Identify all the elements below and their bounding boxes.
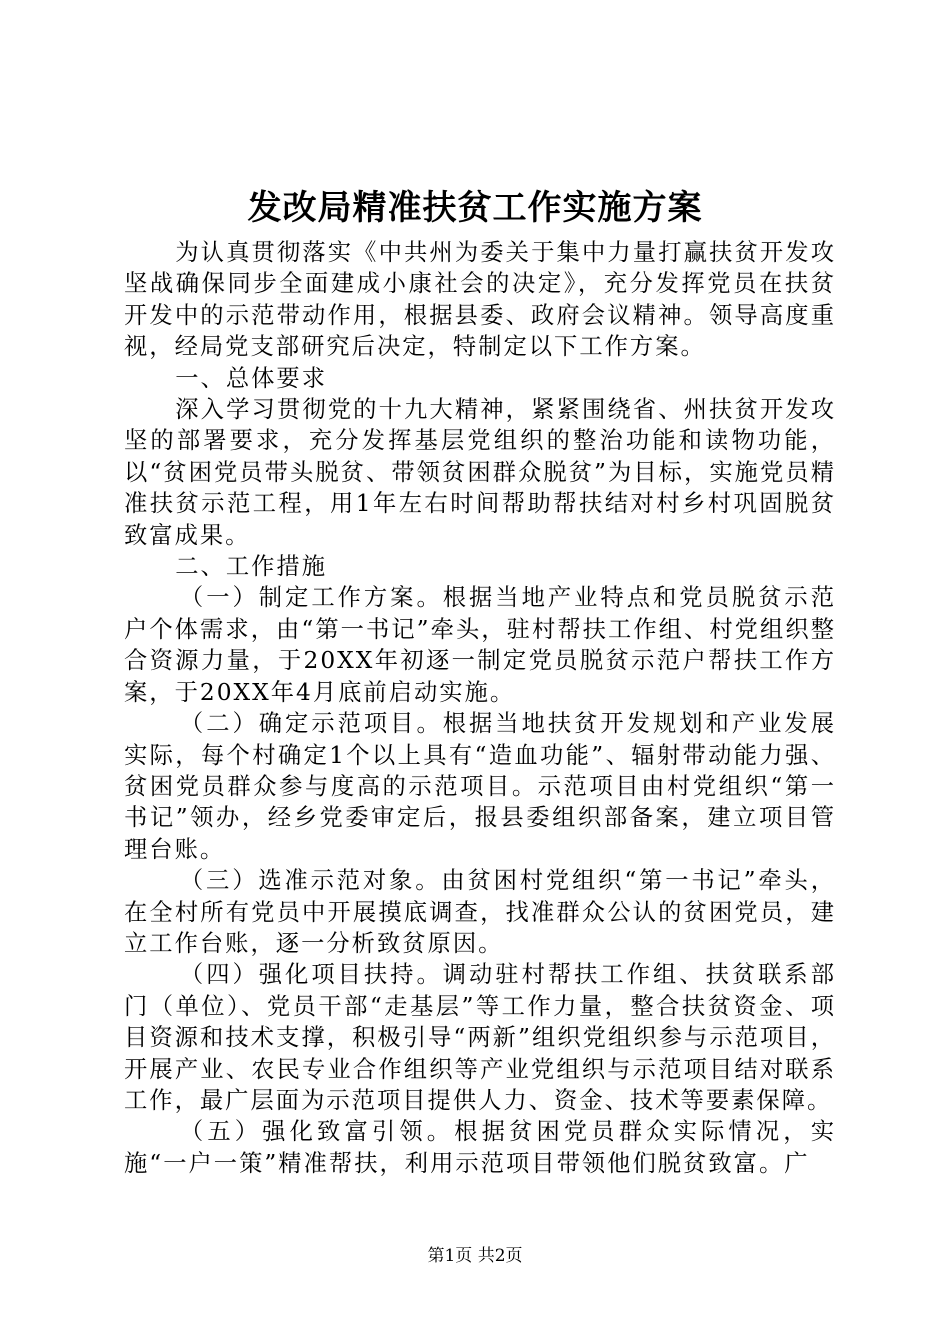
measure-item-3: （三）选准示范对象。由贫困村党组织“第一书记”牵头，在全村所有党员中开展摸底调查，找准群众公认的贫困党员，建立工作台账，逐一分析致贫原因。	[124, 867, 836, 957]
section-heading-general-requirements: 一、总体要求	[175, 364, 328, 392]
section-heading-work-measures: 二、工作措施	[175, 553, 328, 581]
measure-item-2: （二）确定示范项目。根据当地扶贫开发规划和产业发展实际，每个村确定1个以上具有“造血功能”、辐射带动能力强、贫困党员群众参与度高的示范项目。示范项目由村党组织“第一书记”领办，经乡党委审定后，报县委组织部备案，建立项目管理台账。	[124, 710, 836, 863]
document-body	[124, 237, 836, 1179]
measure-item-1: （一）制定工作方案。根据当地产业特点和党员脱贫示范户个体需求，由“第一书记”牵头，驻村帮扶工作组、村党组织整合资源力量，于20XX年初逐一制定党员脱贫示范户帮扶工作方案，于20XX年4月底前启动实施。	[124, 584, 836, 706]
measure-item-4: （四）强化项目扶持。调动驻村帮扶工作组、扶贫联系部门（单位）、党员干部“走基层”等工作力量，整合扶贫资金、项目资源和技术支撑，积极引导“两新”组织党组织参与示范项目，开展产业、农民专业合作组织等产业党组织与示范项目结对联系工作，最广层面为示范项目提供人力、资金、技术等要素保障。	[124, 961, 836, 1114]
document-title: 发改局精准扶贫工作实施方案	[247, 188, 703, 228]
intro-paragraph: 为认真贯彻落实《中共州为委关于集中力量打赢扶贫开发攻坚战确保同步全面建成小康社会的决定》，充分发挥党员在扶贫开发中的示范带动作用，根据县委、政府会议精神。领导高度重视，经局党支部研究后决定，特制定以下工作方案。	[124, 239, 836, 361]
general-requirements-paragraph: 深入学习贯彻党的十九大精神，紧紧围绕省、州扶贫开发攻坚的部署要求，充分发挥基层党组织的整治功能和读物功能，以“贫困党员带头脱贫、带领贫困群众脱贫”为目标，实施党员精准扶贫示范工程，用1年左右时间帮助帮扶结对村乡村巩固脱贫致富成果。	[124, 396, 836, 549]
measure-item-5: （五）强化致富引领。根据贫困党员群众实际情况，实施“一户一策”精准帮扶，利用示范项目带领他们脱贫致富。广	[124, 1118, 836, 1177]
page-footer: 第1页 共2页	[427, 1246, 523, 1266]
